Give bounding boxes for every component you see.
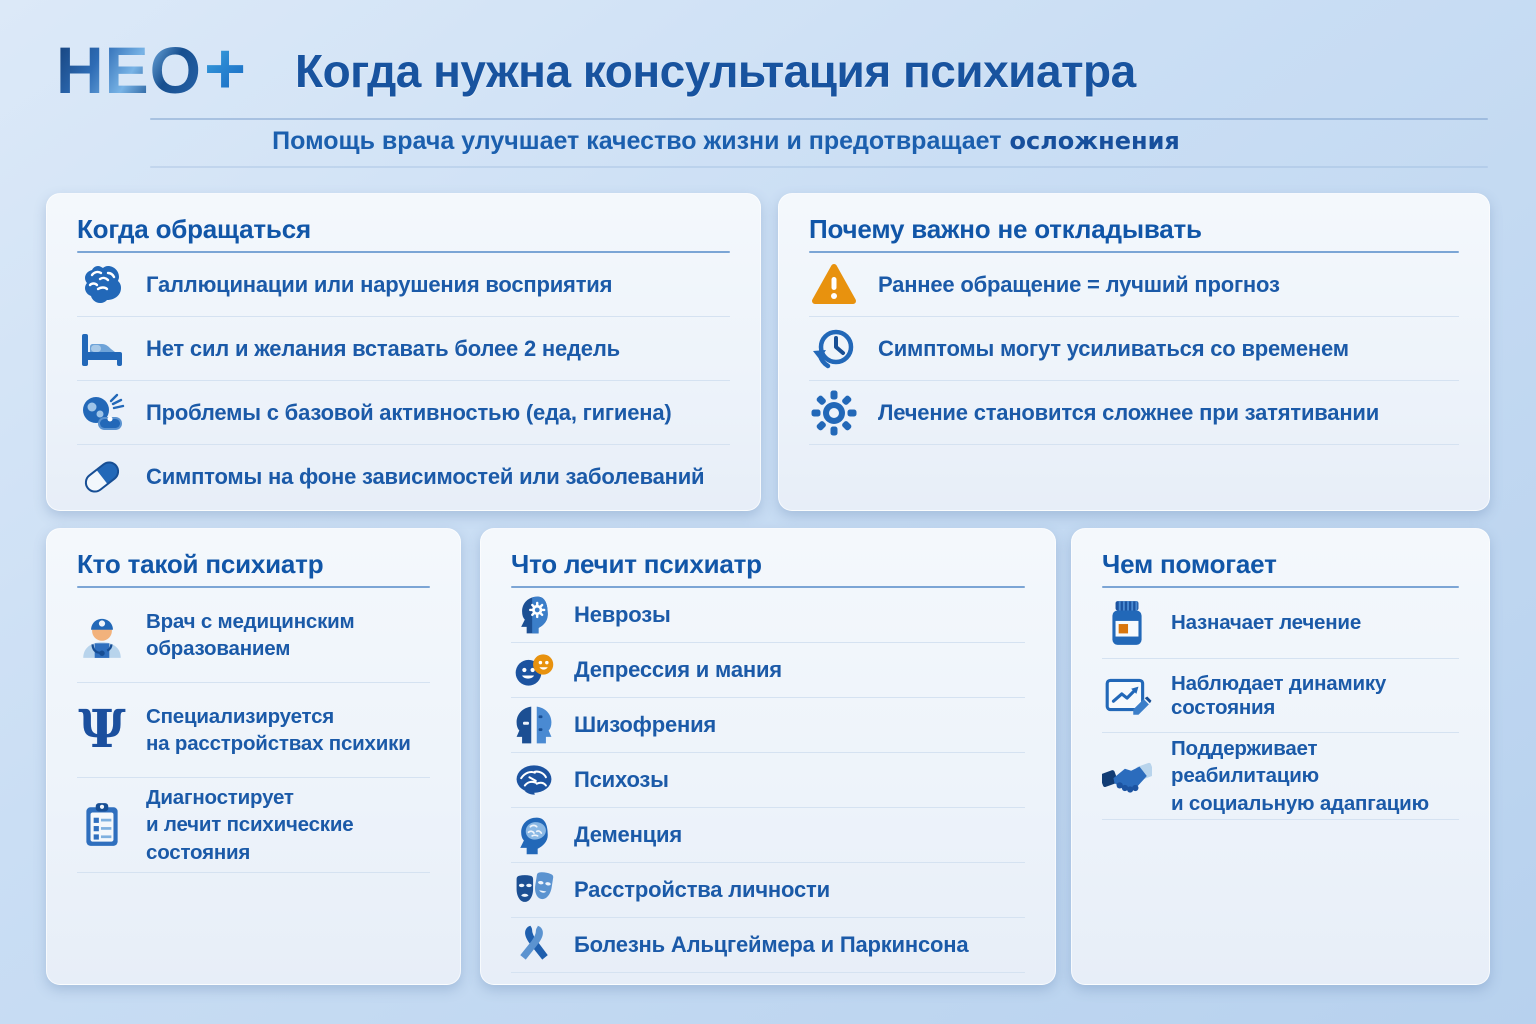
list-item-text: Нет сил и желания вставать более 2 недель (146, 335, 620, 361)
title-underline (511, 586, 1025, 588)
theater-masks-icon (511, 867, 557, 913)
chart-growth-icon (1102, 671, 1152, 721)
header-divider (150, 118, 1488, 120)
card-title: Почему важно не откладывать (809, 214, 1202, 244)
medicine-bottle-icon (1102, 598, 1152, 648)
card-title: Что лечит психиатр (511, 549, 762, 579)
list-item (1102, 588, 1459, 659)
title-underline (809, 251, 1459, 253)
title-underline (77, 586, 430, 588)
subtitle-divider (150, 166, 1488, 168)
logo-neo-text: НЕО (56, 33, 203, 107)
list-item (511, 643, 1025, 698)
list-item (511, 918, 1025, 973)
clock-history-icon (809, 324, 859, 374)
list-item-text: Психозы (574, 767, 669, 792)
list-item-text: Депрессия и мания (574, 657, 782, 682)
head-brain-icon (511, 812, 557, 858)
doctor-icon (77, 610, 127, 660)
bed-icon (77, 324, 127, 374)
neo-plus-logo (56, 28, 246, 110)
card-who-is-psychiatrist (46, 528, 461, 985)
page-subtitle (0, 127, 1452, 156)
card-how-helps (1071, 528, 1490, 985)
title-underline (1102, 586, 1459, 588)
list-item (511, 698, 1025, 753)
list-item-text: Шизофрения (574, 712, 717, 737)
list-item (77, 381, 730, 445)
list-item-text: Назначает лечение (1171, 611, 1362, 634)
list-item-text: Диагностирует и лечит психические состояния (146, 786, 354, 864)
head-gear-icon (511, 592, 557, 638)
list-item (77, 317, 730, 381)
clipboard-icon (77, 800, 127, 850)
list-item-text: Деменция (574, 822, 682, 847)
list-item-text: Галлюцинации или нарушения восприятия (146, 271, 613, 297)
card-why-not-delay (778, 193, 1490, 511)
list-item-text: Проблемы с базовой активностью (еда, гигиена) (146, 399, 672, 425)
list-item-text: Раннее обращение = лучший прогноз (878, 271, 1280, 297)
card-when-to-seek (46, 193, 761, 511)
list-item (511, 753, 1025, 808)
warning-icon (809, 260, 859, 310)
page-title: Когда нужна консультация психиатра (295, 45, 1136, 97)
list-item (1102, 659, 1459, 733)
meal-icon (77, 388, 127, 438)
list-item (77, 683, 430, 778)
list-item (77, 445, 730, 508)
card-what-psychiatrist-treats (480, 528, 1056, 985)
list-item-text: Симптомы могут усиливаться со временем (878, 335, 1349, 361)
list-item (511, 863, 1025, 918)
mood-faces-icon (511, 647, 557, 693)
list-item (77, 588, 430, 683)
list-item (809, 381, 1459, 445)
list-item-text: Поддерживает реабилитацию и социальную адапгацию (1171, 737, 1429, 815)
list-item-text: Лечение становится сложнее при затятивании (878, 399, 1380, 425)
card-title: Кто такой психиатр (77, 549, 324, 579)
handshake-icon (1102, 751, 1152, 801)
brain-icon (77, 260, 127, 310)
list-item-text: Врач с медицинским образованием (146, 609, 355, 660)
list-item-text: Специализируется на расстройствах психики (146, 704, 411, 755)
list-item-text: Неврозы (574, 602, 671, 627)
brain-icon (511, 757, 557, 803)
pill-icon (77, 452, 127, 502)
awareness-ribbon-icon (511, 922, 557, 968)
list-item (77, 253, 730, 317)
list-item (77, 778, 430, 873)
split-head-icon (511, 702, 557, 748)
list-item (511, 588, 1025, 643)
title-underline (77, 251, 730, 253)
subtitle-text: Помощь врача улучшает качество жизни и предотвращает (272, 127, 1002, 155)
list-item-text: Симптомы на фоне зависимостей или заболеваний (146, 463, 705, 489)
card-title: Чем помогает (1102, 549, 1277, 579)
list-item-text: Наблюдает динамику состояния (1171, 671, 1387, 719)
subtitle-emphasis: осложнения (1009, 127, 1180, 155)
list-item (809, 317, 1459, 381)
list-item (809, 253, 1459, 317)
psi-icon: Ψ (78, 699, 126, 760)
card-title: Когда обращаться (77, 214, 311, 244)
list-item-text: Болезнь Альцгеймера и Паркинсона (574, 932, 969, 957)
logo-plus-icon: + (204, 29, 247, 109)
list-item (1102, 733, 1459, 820)
list-item-text: Расстройства личности (574, 877, 830, 902)
list-item (511, 808, 1025, 863)
gear-icon (809, 388, 859, 438)
